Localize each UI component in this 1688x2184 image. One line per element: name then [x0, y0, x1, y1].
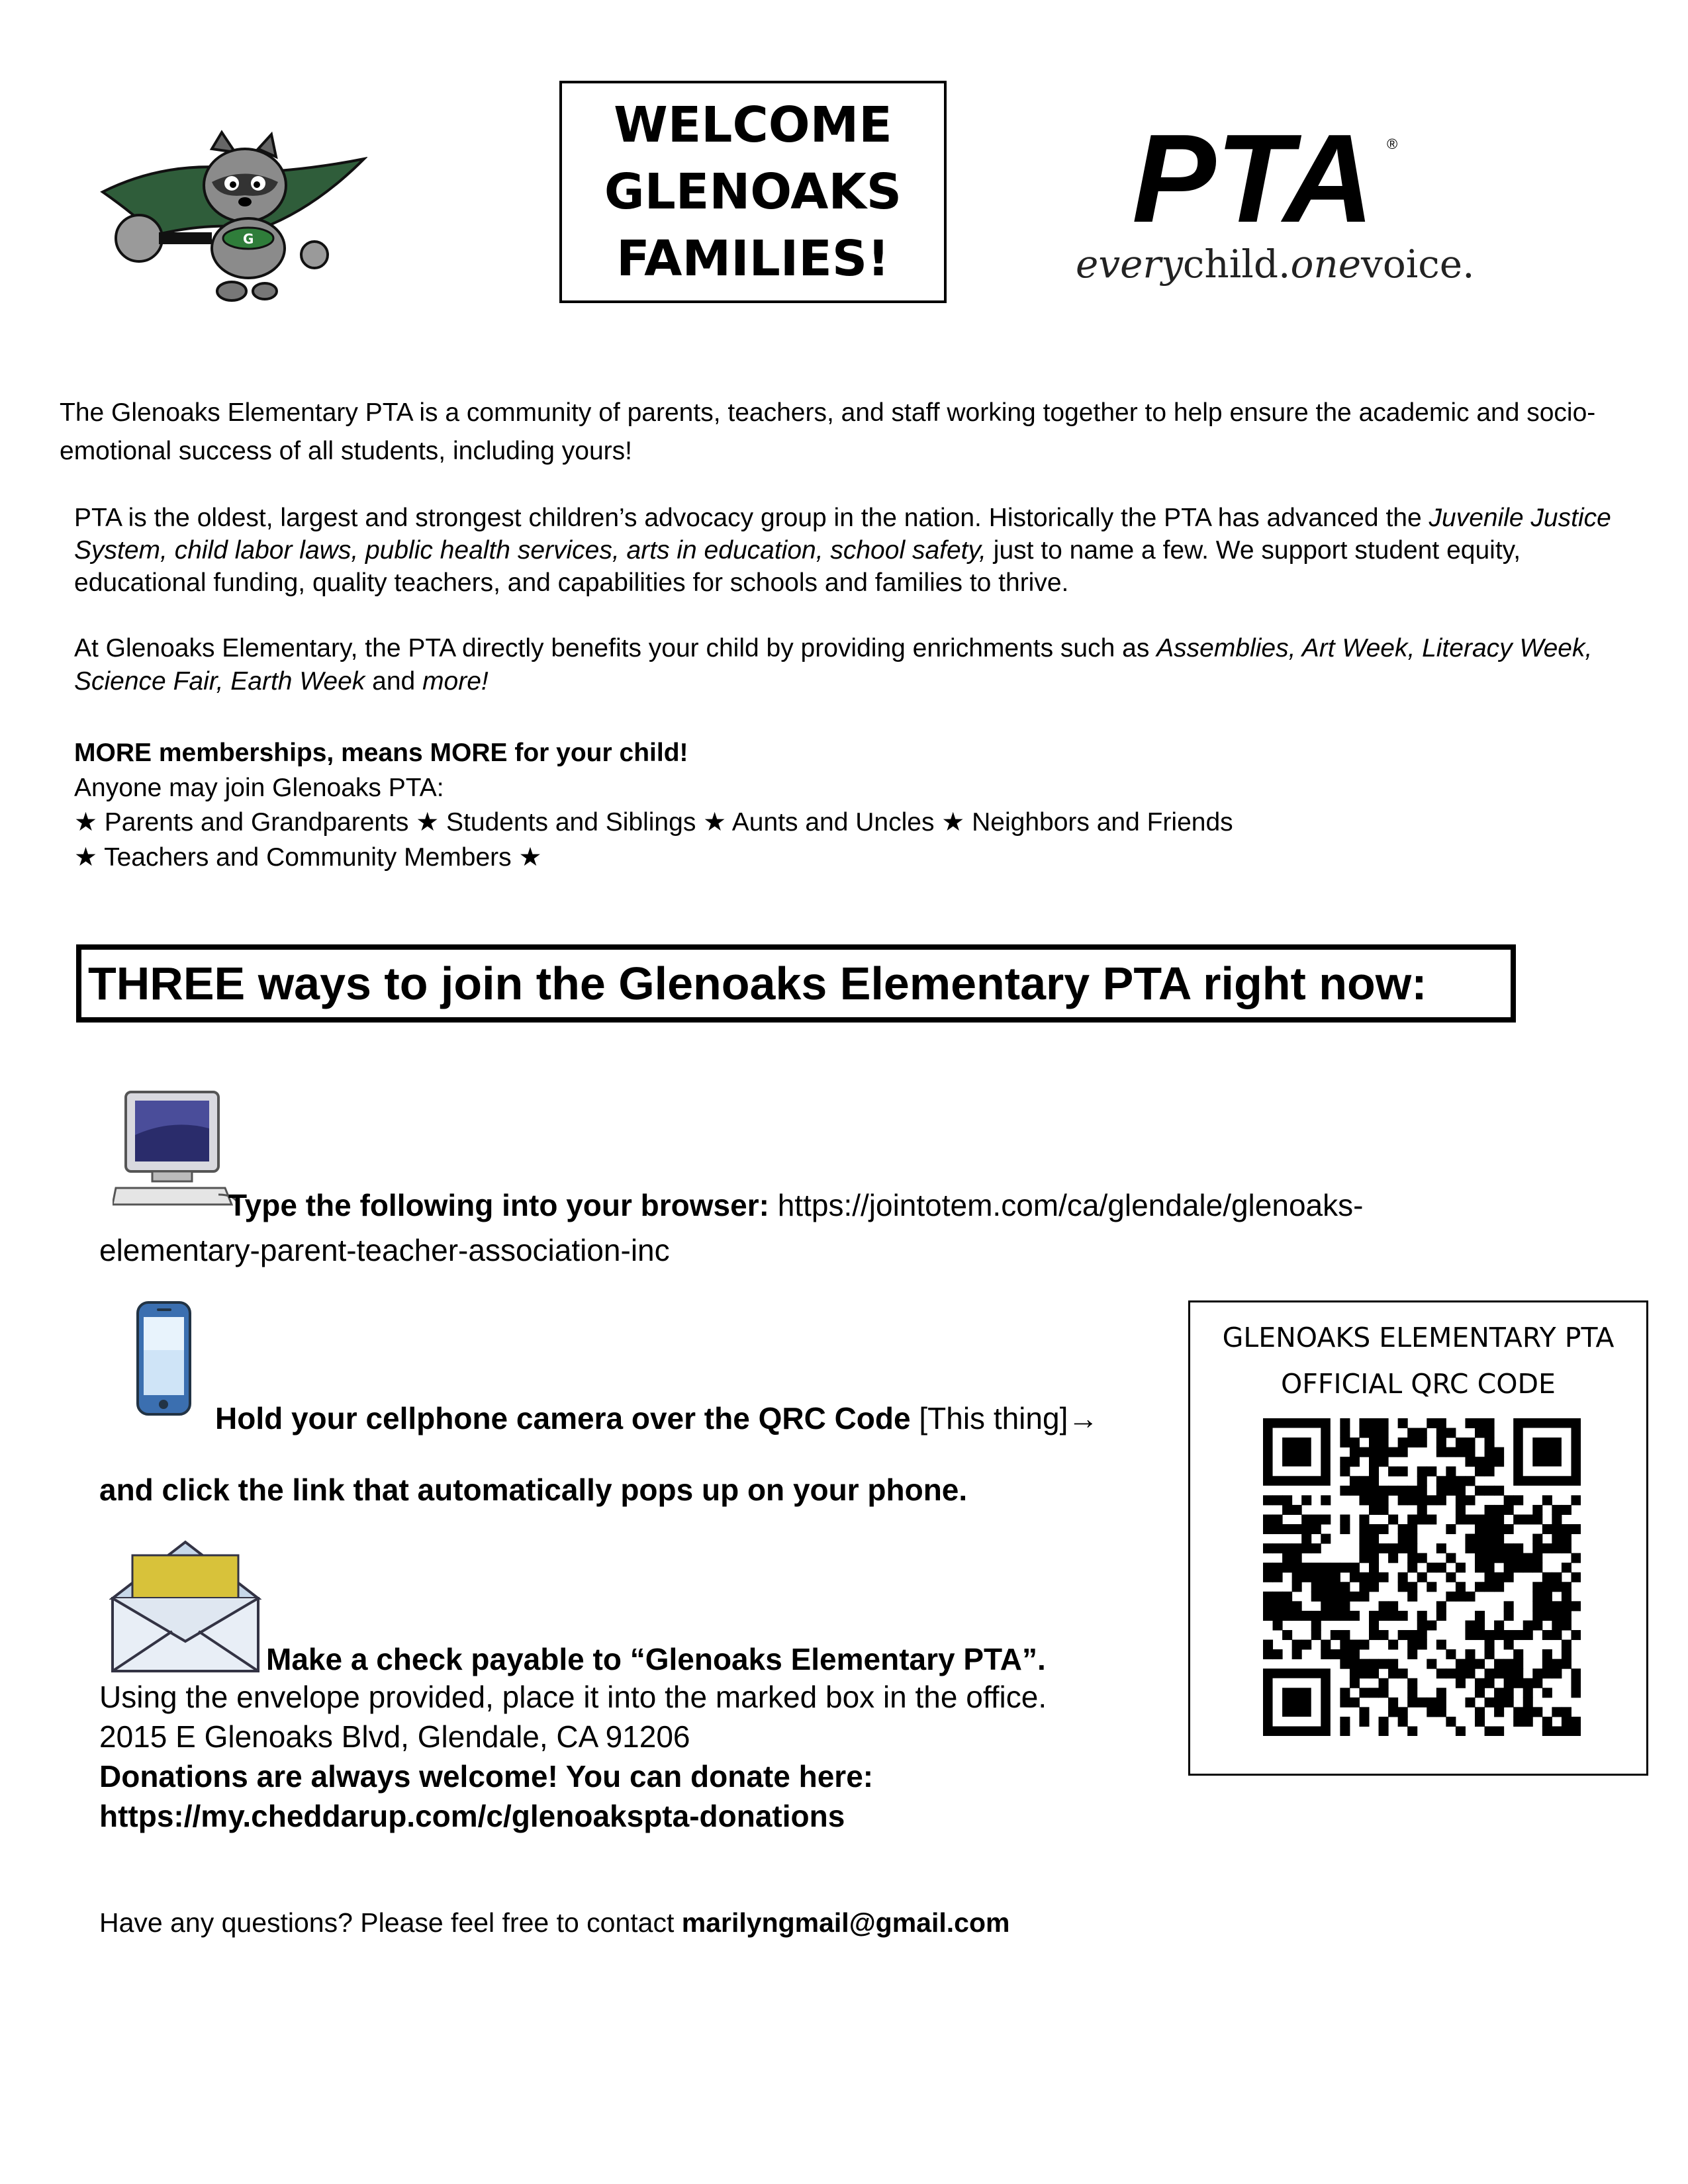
browser-url-part-1[interactable]: https://jointotem.com/ca/glendale/glenoaks-	[769, 1188, 1364, 1222]
check-instruction: Make a check payable to “Glenoaks Elementary PTA”.	[266, 1642, 1046, 1676]
contact-line	[99, 1903, 1009, 1942]
welcome-title-box	[559, 81, 947, 303]
phone-label: Hold your cellphone camera over the QRC Code	[215, 1401, 911, 1435]
tagline-one: one	[1290, 242, 1362, 287]
enrich-italic-more: more!	[422, 667, 489, 696]
phone-hint: [This thing]→	[910, 1401, 1099, 1435]
svg-text:G: G	[243, 231, 254, 247]
browser-url-part-2[interactable]: elementary-parent-teacher-association-inc	[99, 1233, 670, 1267]
enrich-text-1: At Glenoaks Elementary, the PTA directly benefits your child by providing enrichments such as	[74, 634, 1157, 662]
welcome-line-1: WELCOME	[614, 96, 892, 154]
qr-title-line-2: OFFICIAL QRC CODE	[1281, 1368, 1556, 1400]
pta-logo-text: PTA	[1132, 129, 1374, 249]
donations-text: Donations are always welcome! You can donate here:	[99, 1759, 874, 1794]
qr-title	[1190, 1314, 1646, 1407]
tagline-voice: voice.	[1361, 242, 1475, 287]
envelope-icon	[109, 1535, 261, 1674]
computer-icon	[113, 1089, 242, 1214]
check-envelope-text: Using the envelope provided, place it into the marked box in the office.	[99, 1680, 1047, 1714]
donation-link[interactable]: https://my.cheddarup.com/c/glenoakspta-donations	[99, 1799, 845, 1833]
pta-registered-mark: ®	[1387, 136, 1398, 152]
history-paragraph	[74, 502, 1636, 599]
membership-headline: MORE memberships, means MORE for your child!	[74, 739, 688, 767]
browser-instruction	[228, 1185, 1363, 1226]
membership-list-line-2: ★ Teachers and Community Members ★	[74, 843, 542, 872]
browser-label: Type the following into your browser:	[228, 1188, 769, 1222]
qr-code-box	[1188, 1300, 1648, 1776]
contact-email[interactable]: marilyngmail@gmail.com	[681, 1907, 1010, 1938]
tagline-every: every	[1076, 242, 1183, 287]
enrich-text-2: and	[365, 667, 423, 696]
enrich-italic: Assemblies, Art Week, Literacy Week, Science Fair, Earth Week	[74, 634, 1593, 696]
history-text-2: just to name a few. We support student equity, educational funding, quality teachers, and capabilities for schools and families to thrive.	[74, 536, 1521, 597]
three-ways-heading: THREE ways to join the Glenoaks Elementary PTA right now:	[76, 944, 1516, 1023]
phone-instruction	[215, 1398, 1098, 1439]
welcome-line-2: GLENOAKS	[604, 163, 902, 220]
contact-text: Have any questions? Please feel free to contact	[99, 1907, 682, 1938]
welcome-line-3: FAMILIES!	[616, 230, 890, 287]
enrichment-paragraph	[74, 632, 1636, 698]
qr-title-line-1: GLENOAKS ELEMENTARY PTA	[1222, 1322, 1615, 1353]
membership-list-line-1: ★ Parents and Grandparents ★ Students and Siblings ★ Aunts and Uncles ★ Neighbors and Friends	[74, 808, 1233, 837]
check-details	[99, 1677, 1047, 1836]
tagline-child: child.	[1182, 242, 1291, 287]
history-text-1: PTA is the oldest, largest and strongest children’s advocacy group in the nation. Historically the PTA has advanced the	[74, 504, 1429, 532]
raccoon-mascot-logo	[96, 129, 367, 304]
intro-paragraph: The Glenoaks Elementary PTA is a community of parents, teachers, and staff working together to help ensure the academic and socio-emotional success of all students, including yours!	[60, 398, 1596, 465]
school-address: 2015 E Glenoaks Blvd, Glendale, CA 91206	[99, 1719, 690, 1754]
pta-tagline	[1076, 242, 1479, 287]
membership-anyone: Anyone may join Glenoaks PTA:	[74, 774, 444, 802]
history-italic: Juvenile Justice System, child labor laws, public health services, arts in education, school safety,	[74, 504, 1611, 565]
phone-instruction-line-2: and click the link that automatically pops up on your phone.	[99, 1473, 968, 1507]
cellphone-icon	[136, 1300, 192, 1416]
qr-code-icon[interactable]	[1263, 1418, 1581, 1736]
